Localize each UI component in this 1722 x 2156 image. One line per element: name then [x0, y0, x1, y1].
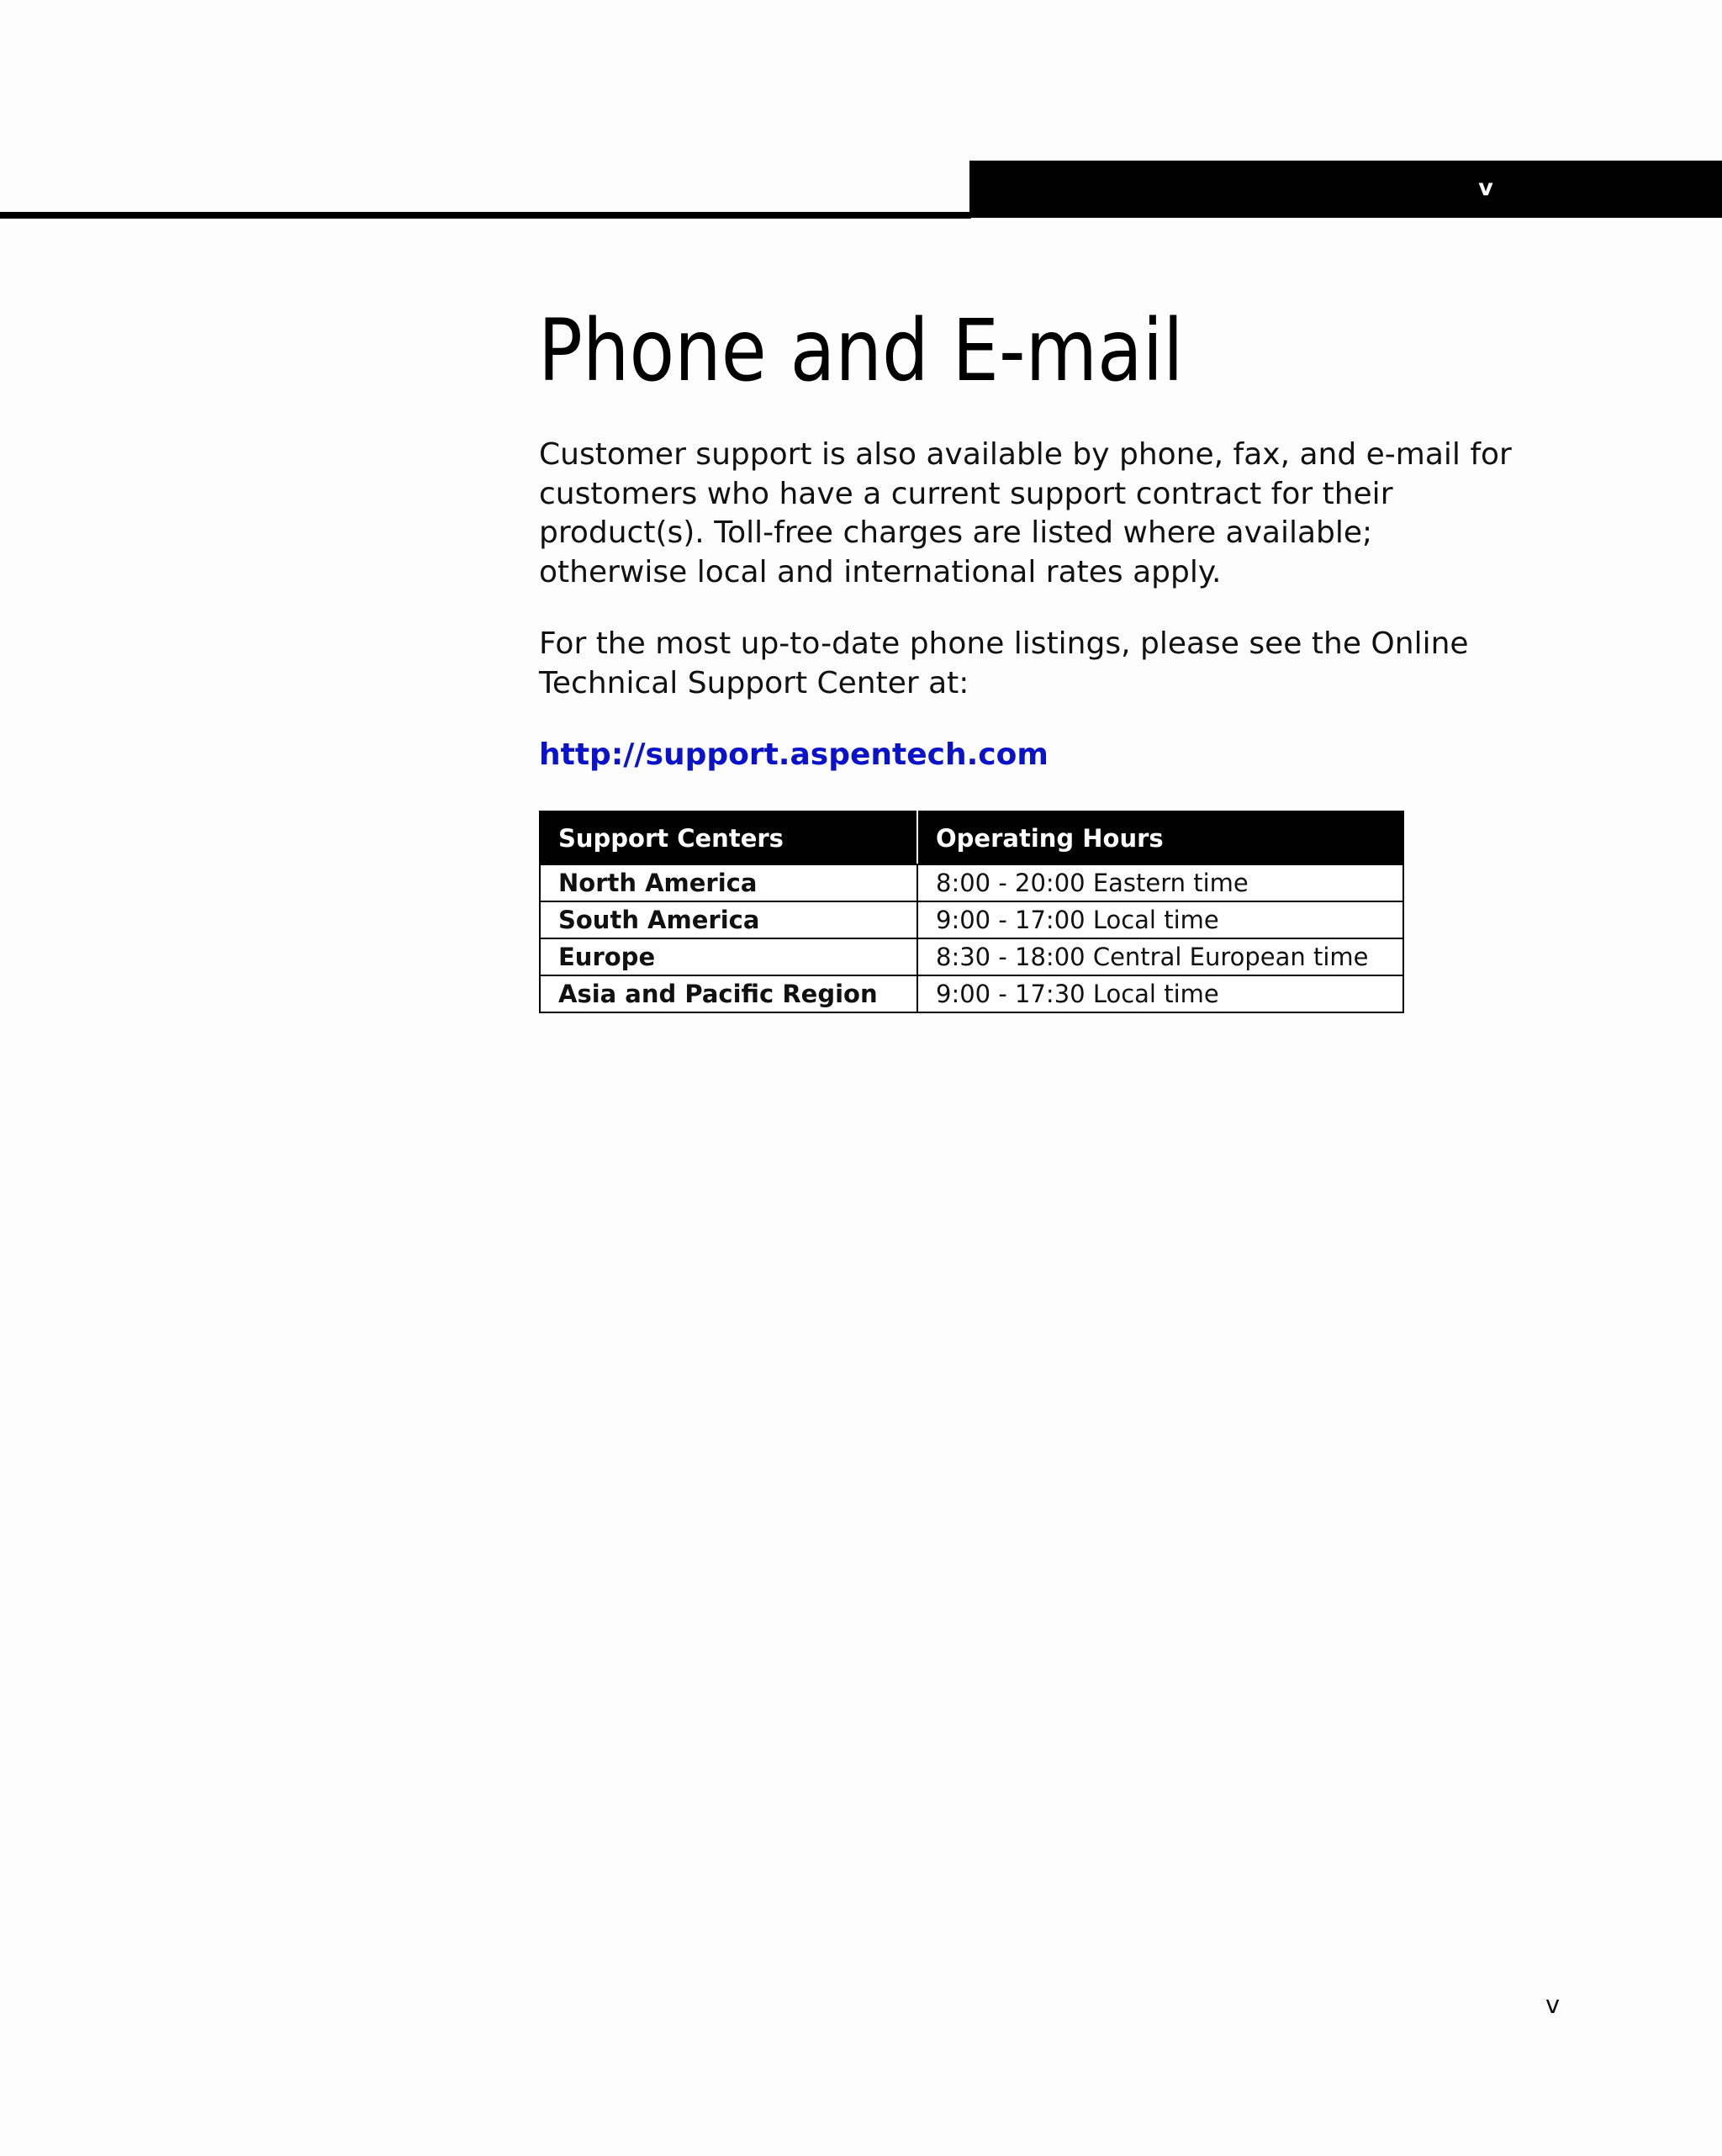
- region-cell: Asia and Pacific Region: [540, 975, 917, 1012]
- hours-cell: 8:00 - 20:00 Eastern time: [917, 864, 1403, 901]
- table-row: [540, 901, 1403, 938]
- region-cell: Europe: [540, 938, 917, 975]
- region-cell: South America: [540, 901, 917, 938]
- footer-page-number: v: [1545, 1990, 1561, 2019]
- listing-paragraph: For the most up-to-date phone listings, please see the Online Technical Support Center at:: [539, 626, 1469, 700]
- table-header-row: [540, 811, 1403, 864]
- header-rule: [0, 212, 971, 219]
- table-row: [540, 864, 1403, 901]
- operating-hours-table: [539, 811, 1404, 1013]
- hours-cell: 9:00 - 17:00 Local time: [917, 901, 1403, 938]
- header-page-number: v: [1478, 175, 1493, 201]
- intro-paragraph: Customer support is also available by phone, fax, and e-mail for customers who have a current support contract for their product(s). Toll-free charges are listed where available; otherwise local and international rates apply.: [539, 437, 1512, 589]
- hours-cell: 9:00 - 17:30 Local time: [917, 975, 1403, 1012]
- header-tab: [969, 161, 1722, 218]
- support-url-link[interactable]: http://support.aspentech.com: [539, 737, 1049, 772]
- table-row: [540, 938, 1403, 975]
- header-operating-hours: Operating Hours: [917, 811, 1403, 864]
- hours-cell: 8:30 - 18:00 Central European time: [917, 938, 1403, 975]
- region-cell: North America: [540, 864, 917, 901]
- table-row: [540, 975, 1403, 1012]
- header-support-centers: Support Centers: [540, 811, 917, 864]
- page-title: Phone and E-mail: [538, 301, 1184, 401]
